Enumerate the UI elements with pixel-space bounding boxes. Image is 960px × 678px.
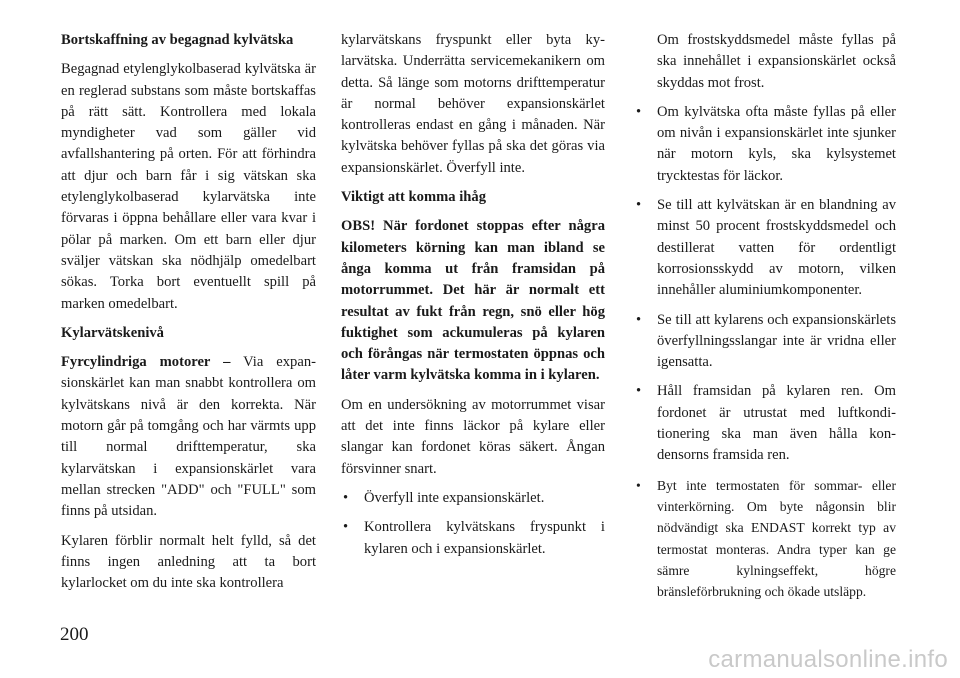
bullet-list-right <box>634 30 896 602</box>
list-item: • Se till att kylarens och expansionskärlets överfyllningsslangar inte är vridna eller igensatta. <box>634 310 896 374</box>
paragraph-inspection: Om en undersökning av motorrummet visar att det inte finns läckor på kylare eller slangar kan fordonet köras säkert. Ångan försvinner snart. <box>341 396 605 477</box>
section-heading-coolant-disposal: Bortskaffning av begagnad kylvätska <box>61 32 294 48</box>
watermark: carmanualsonline.info <box>708 646 948 673</box>
column-right <box>634 30 896 610</box>
column-left <box>61 30 316 602</box>
paragraph-continued: kylarvätskans fryspunkt eller byta kylarvätska. Underrätta servicemekanikern om detta. Så länge som motorns drifttemperatur är normal behöver expansionskärlet kontrolleras endast en gång i månaden. När kylvätska behöver fyllas på ska det göras via expansionskärlet. Överfyll inte. <box>341 32 605 176</box>
paragraph-lead: Fyrcylindriga motorer – <box>61 354 231 371</box>
list-item: • Håll framsidan på kylaren ren. Om fordonet är utrustat med luftkonditionering ska man även hålla kondensorns framsida ren. <box>634 381 896 466</box>
paragraph-disposal: Begagnad etylenglykolbaserad kylvätska är en reglerad substans som måste bortskaffas på rätt sätt. Kontrollera med lokala myndigheter vad som gäller vid avfallshantering på orten. För att förhindra att djur och barn får i sig vätskan ska etylenglykolbaserad kylarvätska inte förvaras i öppna behållare eller vara kvar i pölar på marken. Om ett barn eller djur sväljer vätskan ska nödhjälp omedelbart sökas. Torka bort eventuellt spill på marken omedelbart. <box>61 61 316 312</box>
list-item: • Se till att kylvätskan är en blandning av minst 50 procent frostskyddsmedel och destillerat vatten för ordentligt korrosionsskydd av motorn, vilken innehåller aluminiumkomponenter. <box>634 195 896 301</box>
list-item: • Överfyll inte expansionskärlet. <box>341 488 605 509</box>
paragraph-body: Via expansionskärlet kan man snabbt kontrollera om kylvätskans nivå är den korrekta. När motorn går på tomgång och har värmts upp till normal drifttemperatur, ska kylarvätskan i expansionskärlet vara mellan strecken "ADD" och "FULL" som finns på utsidan. <box>61 354 317 520</box>
page-number: 200 <box>60 624 89 645</box>
list-item: • Kontrollera kylvätskans fryspunkt i kylaren och i expansionskärlet. <box>341 517 605 560</box>
list-item-continuation: Om frostskyddsmedel måste fyllas på ska innehållet i expansionskärlet också skyddas mot frost. <box>657 32 896 91</box>
section-heading-remember: Viktigt att komma ihåg <box>341 189 486 206</box>
section-heading-coolant-level: Kylarvätskenivå <box>61 324 164 341</box>
column-middle <box>341 30 605 568</box>
bullet-list-middle <box>341 488 605 560</box>
list-item: • Byt inte termostaten för sommar- eller vinterkörning. Om byte någonsin blir nödvändigt ska ENDAST korrekt typ av termostat monteras. Andra typer kan ge sämre kylningseffekt, högre bränsleförbrukning och ökade utsläpp. <box>634 475 896 603</box>
paragraph-four-cylinder <box>61 352 316 522</box>
paragraph-radiator-full: Kylaren förblir normalt helt fylld, så det finns ingen anledning att ta bort kylarlocket om du inte ska kontrollera <box>61 532 316 592</box>
list-item: • Om kylvätska ofta måste fyllas på eller om nivån i expansionskärlet inte sjunker när motorn kyls, ska kylsystemet trycktestas för läckor. <box>634 102 896 187</box>
note-paragraph: OBS! När fordonet stoppas efter några kilometers körning kan man ibland se ånga komma ut från framsidan på motorrummet. Det här är normalt ett resultat av fukt från regn, snö eller hög fuktighet som ackumuleras på kylaren och förångas när termostaten öppnas och låter varm kylvätska komma in i kylaren. <box>341 218 605 384</box>
